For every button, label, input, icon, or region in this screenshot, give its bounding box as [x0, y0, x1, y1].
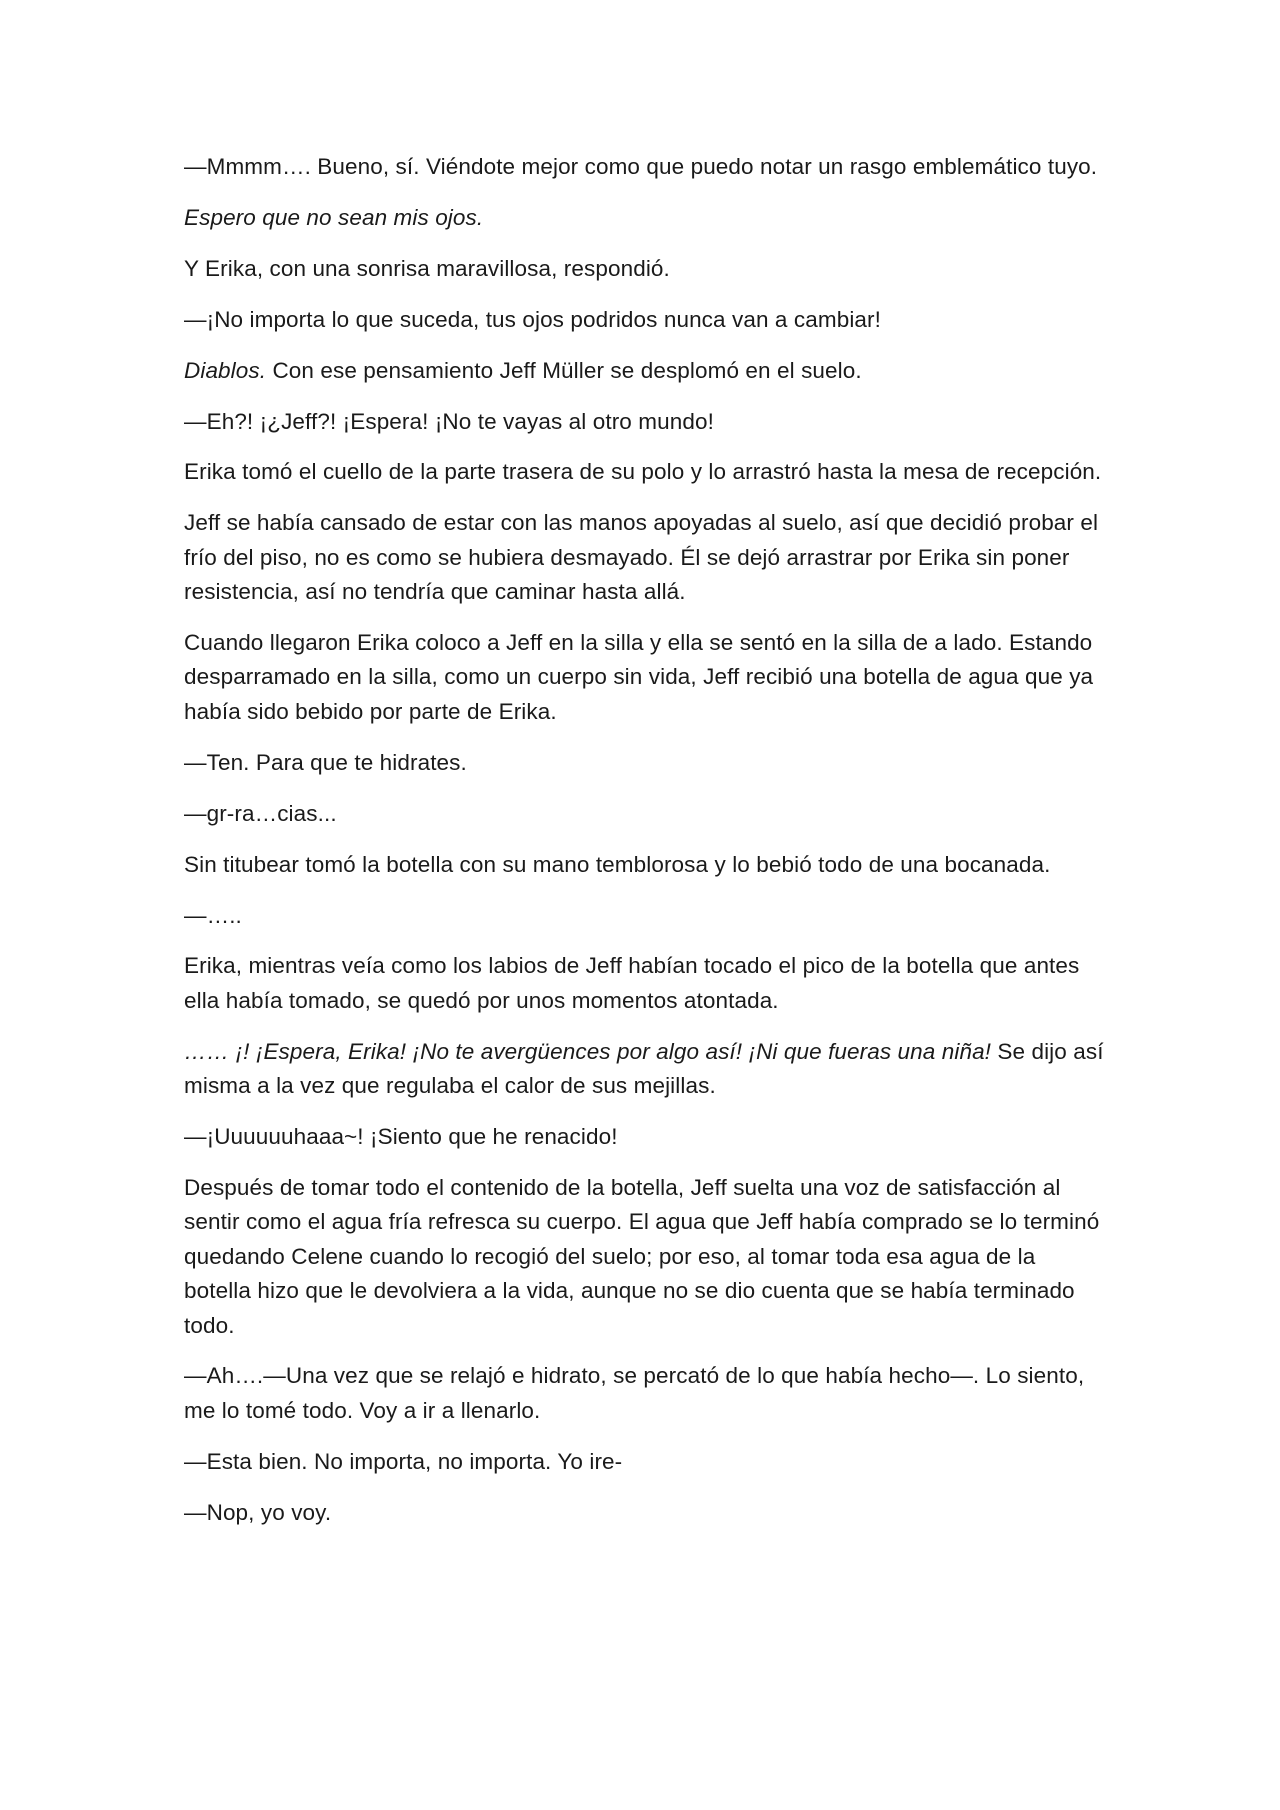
paragraph	[184, 150, 1104, 184]
text-run: —Nop, yo voy.	[184, 1499, 332, 1525]
paragraph	[184, 201, 1104, 235]
body-text	[184, 150, 1104, 1547]
paragraph	[184, 1035, 1104, 1104]
text-run: Después de tomar todo el contenido de la botella, Jeff suelta una voz de satisfacción al sentir como el agua fría refresca su cuerpo. El agua que Jeff había comprado se lo terminó quedando Celene cuando lo recogió del suelo; por eso, al tomar toda esa agua de la botella hizo que le devolviera a la vida, aunque no se dio cuenta que se había terminado todo.	[184, 1174, 1100, 1338]
text-run: —Eh?! ¡¿Jeff?! ¡Espera! ¡No te vayas al otro mundo!	[184, 408, 714, 434]
paragraph	[184, 746, 1104, 780]
paragraph	[184, 1120, 1104, 1154]
paragraph	[184, 797, 1104, 831]
paragraph	[184, 506, 1104, 609]
text-run: —Ah….—Una vez que se relajó e hidrato, se percató de lo que había hecho—. Lo siento, me lo tomé todo. Voy a ir a llenarlo.	[184, 1363, 1085, 1423]
text-run: Cuando llegaron Erika coloco a Jeff en la silla y ella se sentó en la silla de a lado. Estando desparramado en la silla, como un cuerpo sin vida, Jeff recibió una botella de agua que ya había sido bebido por parte de Erika.	[184, 630, 1094, 724]
text-run: Se dijo así misma a la vez que regulaba el calor de sus mejillas.	[184, 1038, 1104, 1099]
text-run: Con ese pensamiento Jeff Müller se desplomó en el suelo.	[266, 357, 862, 383]
paragraph	[184, 1359, 1104, 1428]
text-run: Erika, mientras veía como los labios de Jeff habían tocado el pico de la botella que antes ella había tomado, se quedó por unos momentos atontada.	[184, 953, 1080, 1013]
paragraph	[184, 303, 1104, 337]
text-run: —gr-ra…cias...	[184, 800, 337, 826]
italic-text-run: Espero que no sean mis ojos.	[184, 204, 484, 230]
paragraph	[184, 848, 1104, 882]
paragraph	[184, 1445, 1104, 1479]
text-run: —Esta bien. No importa, no importa. Yo ire-	[184, 1448, 623, 1474]
paragraph	[184, 626, 1104, 729]
text-run: Jeff se había cansado de estar con las manos apoyadas al suelo, así que decidió probar el frío del piso, no es como se hubiera desmayado. Él se dejó arrastrar por Erika sin poner resistencia, así no tendría que caminar hasta allá.	[184, 510, 1099, 605]
paragraph	[184, 1171, 1104, 1343]
paragraph	[184, 405, 1104, 439]
text-run: Y Erika, con una sonrisa maravillosa, respondió.	[184, 255, 670, 281]
text-run: —Mmmm…. Bueno, sí. Viéndote mejor como que puedo notar un rasgo emblemático tuyo.	[184, 154, 1098, 179]
text-run: —¡No importa lo que suceda, tus ojos podridos nunca van a cambiar!	[184, 306, 881, 332]
text-run: —…..	[184, 902, 242, 928]
paragraph	[184, 949, 1104, 1018]
italic-text-run: …… ¡! ¡Espera, Erika! ¡No te avergüences por algo así! ¡Ni que fueras una niña!	[184, 1038, 992, 1064]
paragraph	[184, 252, 1104, 286]
text-run: Erika tomó el cuello de la parte trasera de su polo y lo arrastró hasta la mesa de recepción.	[184, 459, 1102, 485]
paragraph	[184, 1496, 1104, 1530]
text-run: —Ten. Para que te hidrates.	[184, 749, 467, 775]
paragraph	[184, 899, 1104, 933]
text-run: —¡Uuuuuuhaaa~! ¡Siento que he renacido!	[184, 1124, 618, 1150]
italic-text-run: Diablos.	[184, 357, 267, 383]
paragraph	[184, 455, 1104, 489]
paragraph	[184, 354, 1104, 388]
text-run: Sin titubear tomó la botella con su mano temblorosa y lo bebió todo de una bocanada.	[184, 851, 1051, 877]
